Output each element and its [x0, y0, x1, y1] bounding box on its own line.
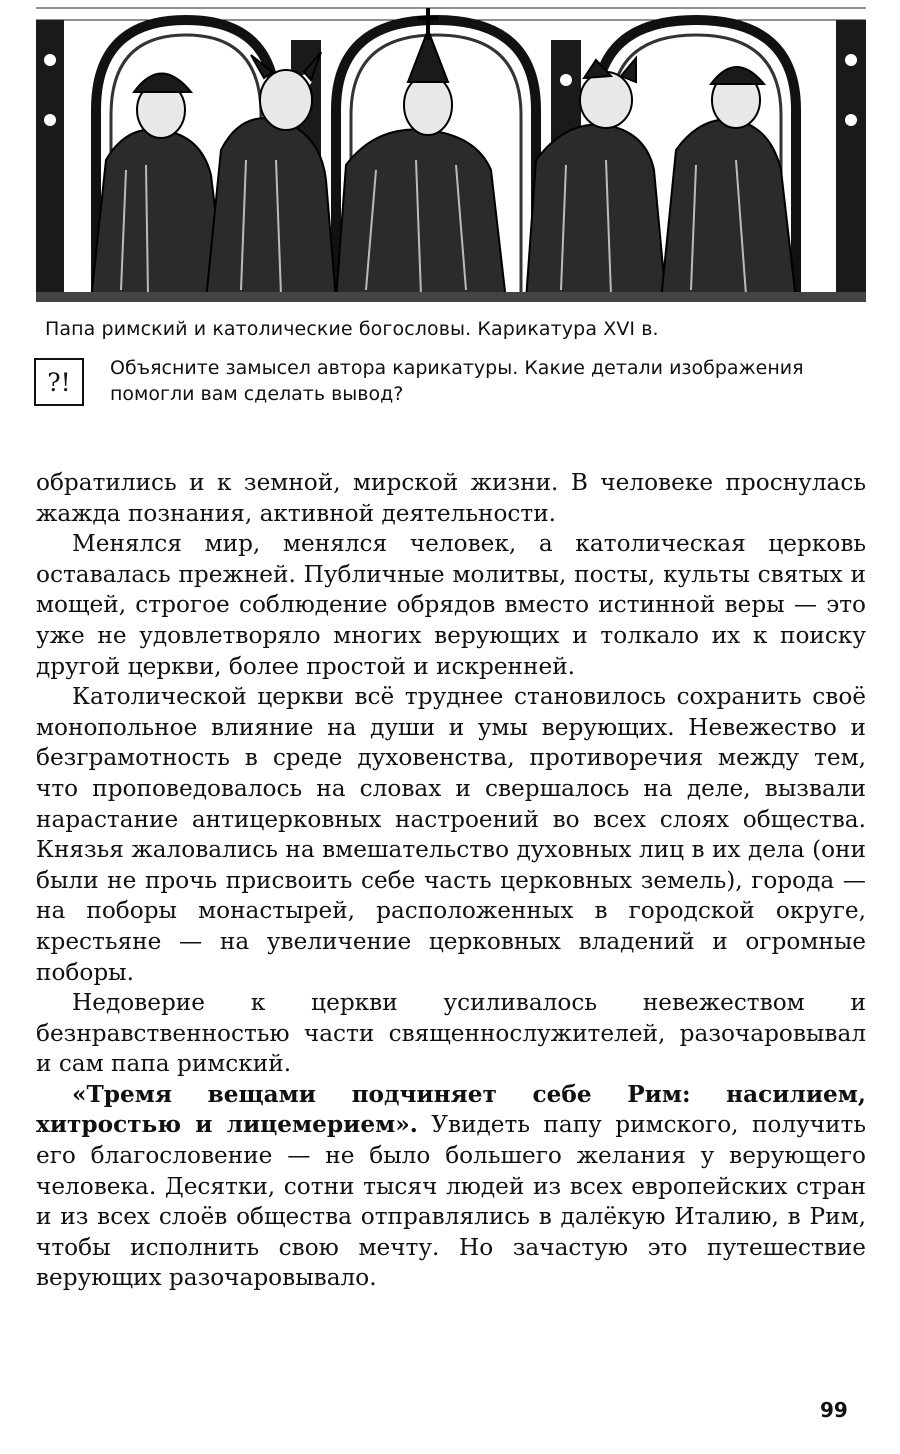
quote-bold: «Тремя вещами подчиняет себе Рим: насилием, хитростью и лицемерием».: [36, 1080, 866, 1139]
main-text: [36, 468, 866, 1294]
paragraph-4: Недоверие к церкви усиливалось невежеством и безнравственностью части священнослужителей, разочаровывал и сам папа римский.: [36, 989, 866, 1078]
caricature-engraving-icon: [36, 0, 866, 302]
task-text: Объясните замысел автора карикатуры. Какие детали изображения помогли вам сделать вывод?: [110, 357, 804, 405]
page-number: 99: [820, 1398, 848, 1422]
paragraph-2: Менялся мир, менялся человек, а католическая церковь оставалась прежней. Публичные молитвы, посты, культы святых и мощей, строгое соблюдение обрядов вместо истинной веры — это уже не удовлетворяло многих верующих и толкало их к поиску другой церкви, более простой и искренней.: [36, 530, 866, 680]
question-exclamation-icon: ?!: [34, 358, 84, 406]
task-block: [34, 355, 869, 419]
paragraph-5-rest: Увидеть папу римского, получить его благословение — не было большего желания у верующего человека. Десятки, сотни тысяч людей из всех европейских стран и из всех слоёв общества отправлялись в далёкую Италию, в Рим, чтобы исполнить свою мечту. Но зачастую это путешествие верующих разочаровывало.: [36, 1111, 867, 1292]
illustration-caption: Папа римский и католические богословы. Карикатура XVI в.: [45, 318, 659, 340]
paragraph-3: Католической церкви всё труднее становилось сохранить своё монопольное влияние на души и умы верующих. Невежество и безграмотность в среде духовенства, противоречия между тем, что проповедовалось на словах и свершалось на деле, вызвали нарастание антицерковных настроений во всех слоях общества. Князья жаловались на вмешательство духовных лиц в их дела (они были не прочь присвоить себе часть церковных земель), города — на поборы монастырей, расположенных в городской округе, крестьяне — на увеличение церковных владений и огромные поборы.: [36, 683, 866, 986]
paragraph-5: [36, 1080, 866, 1294]
paragraph-1: обратились и к земной, мирской жизни. В человеке проснулась жажда познания, активной деятельности.: [36, 469, 866, 527]
caricature-illustration: [36, 0, 866, 302]
